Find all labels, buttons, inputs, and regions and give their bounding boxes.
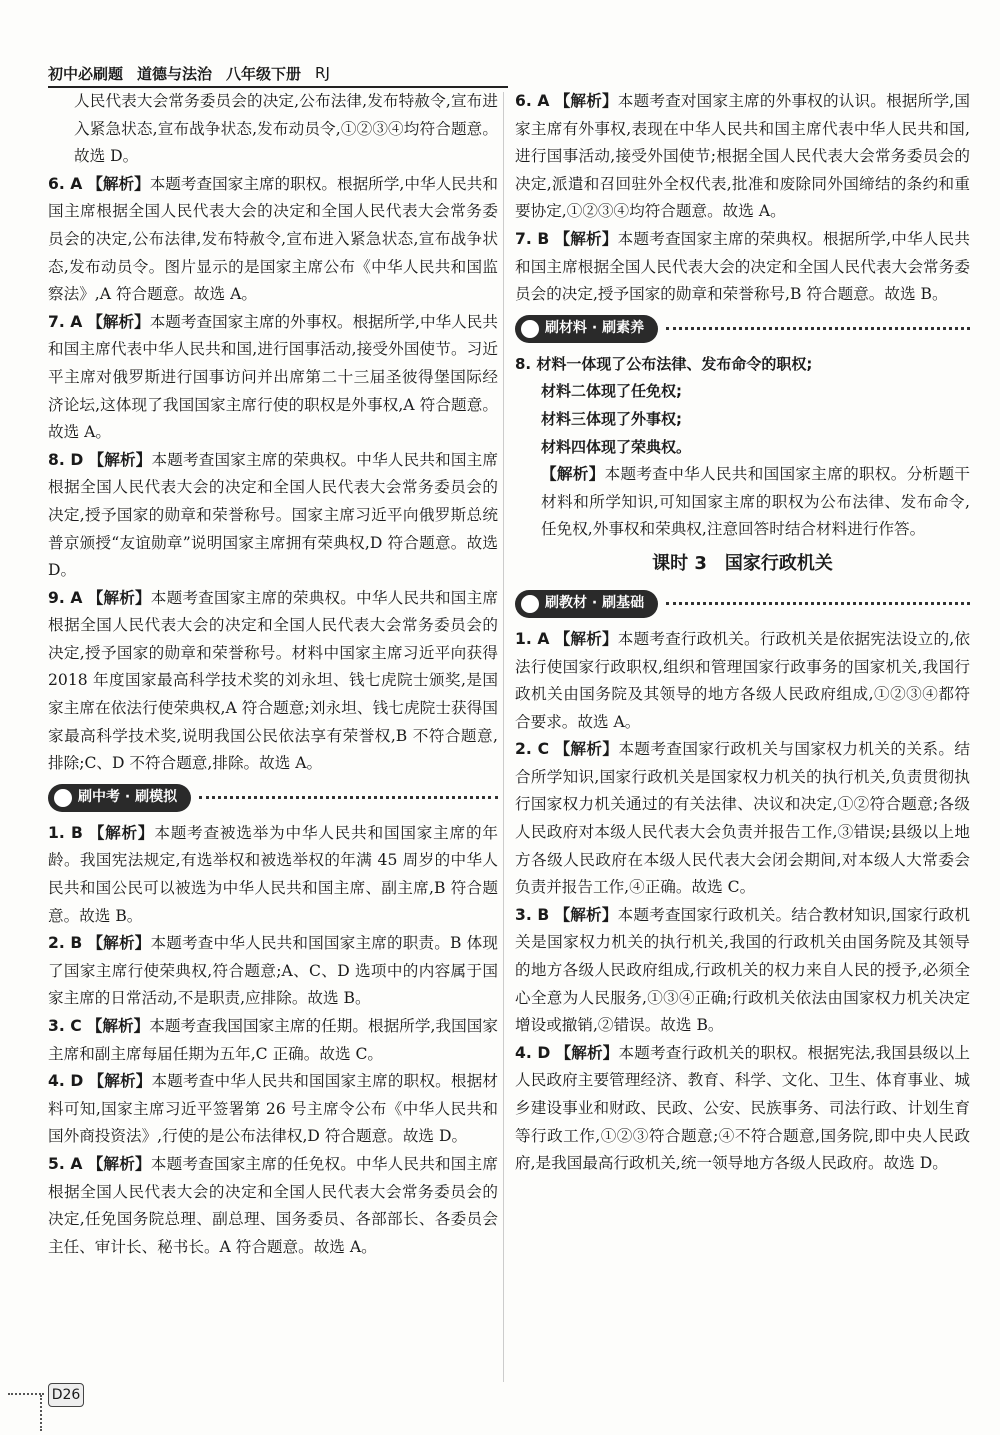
analysis-text: 本题考查行政机关。行政机关是依据宪法设立的,依法行使国家行政职权,组织和管理国家行政事务的国家机关,我国行政机关由国务院及其领导的地方各级人民政府组成,①②③④都符合要求。故选 A。 bbox=[515, 629, 970, 731]
section-banner bbox=[515, 313, 970, 345]
ball-icon bbox=[52, 787, 74, 809]
analysis-label: 【解析】 bbox=[554, 92, 618, 110]
banner-dots bbox=[666, 327, 970, 330]
ball-icon bbox=[519, 593, 541, 615]
answer-list bbox=[48, 171, 498, 778]
answer-item bbox=[48, 309, 498, 447]
right-column bbox=[515, 88, 970, 1178]
answer-item bbox=[48, 1013, 498, 1068]
answer-number: 4. D bbox=[515, 1043, 551, 1062]
analysis-text: 本题考查对国家主席的外事权的认识。根据所学,国家主席有外事权,表现在中华人民共和国主席代表中华人民共和国,进行国事活动,接受外国使节;根据全国人民代表大会常务委员会的决定,派遣和召回驻外全权代表,批准和废除同外国缔结的条约和重要协定,①②③④均符合题意。故选 A。 bbox=[515, 92, 970, 221]
analysis-text: 本题考查中华人民共和国国家主席的职责。B 体现了国家主席行使荣典权,符合题意;A、C、D 选项中的内容属于国家主席的日常活动,不是职责,应排除。故选 B。 bbox=[48, 934, 498, 1008]
banner-pill bbox=[515, 590, 658, 618]
answer-item bbox=[48, 930, 498, 1013]
answer-number: 3. B bbox=[515, 905, 550, 924]
answer-number: 7. A bbox=[48, 312, 83, 331]
answer-item bbox=[48, 1068, 498, 1151]
analysis-text: 本题考查国家主席的任免权。中华人民共和国主席根据全国人民代表大会的决定和全国人民代表大会常务委员会的决定,任免国务院总理、副总理、国务委员、各部部长、各委员会主任、审计长、秘书长。A 符合题意。故选 A。 bbox=[48, 1154, 498, 1256]
analysis-text: 本题考查国家主席的荣典权。中华人民共和国主席根据全国人民代表大会的决定和全国人民代表大会常务委员会的决定,授予国家的勋章和荣誉称号。国家主席习近平向俄罗斯总统普京颁授“友谊勋章”说明国家主席拥有荣典权,D 符合题意。故选 D。 bbox=[48, 450, 498, 580]
answer-item bbox=[515, 902, 970, 1040]
banner-dots bbox=[199, 796, 498, 799]
banner-pill bbox=[515, 315, 658, 343]
answer-number: 8. D bbox=[48, 450, 84, 469]
analysis-label: 【解析】 bbox=[87, 312, 150, 331]
analysis-text: 本题考查我国国家主席的任期。根据所学,我国国家主席和副主席每届任期为五年,C 正确。故选 C。 bbox=[48, 1017, 498, 1063]
section-banner bbox=[515, 588, 970, 620]
answer-item bbox=[515, 1040, 970, 1178]
subject: 道德与法治 bbox=[137, 64, 213, 83]
analysis-text: 本题考查国家主席的外事权。根据所学,中华人民共和国主席代表中华人民共和国,进行国事活动,接受外国使节。习近平主席对俄罗斯进行国事访问并出席第二十三届圣彼得堡国际经济论坛,这体现了我国国家主席行使的职权是外事权,A 符合题意。故选 A。 bbox=[48, 312, 498, 442]
banner-dots bbox=[666, 602, 970, 605]
analysis-label: 【解析】 bbox=[88, 1072, 152, 1091]
analysis-label: 【解析】 bbox=[87, 1154, 151, 1173]
answer-item bbox=[48, 171, 498, 309]
banner-label: 刷中考 · 刷模拟 bbox=[78, 789, 178, 806]
q8-line: 材料二体现了任免权; bbox=[541, 382, 682, 401]
answer-list bbox=[515, 88, 970, 309]
question-8 bbox=[515, 351, 970, 544]
answer-number: 5. A bbox=[48, 1154, 83, 1173]
continued-answer: 人民代表大会常务委员会的决定,公布法律,发布特赦令,宣布进入紧急状态,宣布战争状态,发布动员令,①②③④均符合题意。故选 D。 bbox=[74, 92, 498, 166]
page-corner-dots bbox=[8, 1393, 44, 1395]
answer-item bbox=[48, 1151, 498, 1261]
answer-number: 9. A bbox=[48, 588, 83, 607]
analysis-label: 【解析】 bbox=[88, 450, 152, 469]
analysis-text: 本题考查国家主席的职权。根据所学,中华人民共和国主席根据全国人民代表大会的决定和全国人民代表大会常务委员会的决定,公布法律,发布特赦令,宣布进入紧急状态,宣布战争状态,发布动员令。图片显示的是国家主席公布《中华人民共和国监察法》,A 符合题意。故选 A。 bbox=[48, 174, 498, 304]
analysis-label: 【解析】 bbox=[87, 174, 150, 193]
banner-label: 刷材料 · 刷素养 bbox=[545, 319, 645, 336]
q8-line: 材料四体现了荣典权。 bbox=[541, 437, 692, 456]
analysis-text: 本题考查国家主席的荣典权。中华人民共和国主席根据全国人民代表大会的决定和全国人民代表大会常务委员会的决定,授予国家的勋章和荣誉称号。材料中国家主席习近平向获得 2018 年度国家最高科学技术奖的刘永坦、钱七虎院士颁奖,是国家主席在依法行使荣典权,A 符合题意;刘永坦、钱七虎院士获得国家最高科学技术奖,说明我国公民依法享有荣誉权,B 不符合题意,排除;C、D 不符合题意,排除。故选 A。 bbox=[48, 588, 498, 773]
grade: 八年级下册 bbox=[226, 64, 302, 83]
answer-item bbox=[48, 585, 498, 778]
analysis-label: 【解析】 bbox=[554, 740, 619, 759]
section-title: 课时 3 国家行政机关 bbox=[652, 552, 833, 574]
analysis-label: 【解析】 bbox=[554, 905, 618, 924]
page-header bbox=[48, 60, 508, 86]
answer-item bbox=[515, 226, 970, 309]
q8-line: 材料三体现了外事权; bbox=[541, 409, 682, 428]
answer-number: 6. A bbox=[48, 174, 83, 193]
q8-analysis: 【解析】本题考查中华人民共和国国家主席的职权。分析题干材料和所学知识,可知国家主席的职权为公布法律、发布命令,任免权,外事权和荣典权,注意回答时结合材料进行作答。 bbox=[541, 465, 970, 539]
ball-icon bbox=[519, 318, 541, 340]
answer-number: 7. B bbox=[515, 229, 550, 248]
analysis-text: 本题考查国家行政机关。结合教材知识,国家行政机关是国家权力机关的执行机关,我国的行政机关由国务院及其领导的地方各级人民政府组成,行政机关的权力来自人民的授予,必须全心全意为人民服务,①③④正确;行政机关依法由国家权力机关决定增设或撤销,②错误。故选 B。 bbox=[515, 905, 970, 1035]
banner-label: 刷教材 · 刷基础 bbox=[545, 595, 645, 612]
answer-item bbox=[48, 820, 498, 930]
answer-number: 6. A bbox=[515, 92, 550, 110]
page-number: D26 bbox=[48, 1383, 84, 1407]
section-banner bbox=[48, 782, 498, 814]
answer-number: 1. A bbox=[515, 629, 550, 648]
answer-number: 1. B bbox=[48, 823, 83, 842]
analysis-label: 【解析】 bbox=[554, 229, 618, 248]
analysis-text: 本题考查国家主席的荣典权。根据所学,中华人民共和国主席根据全国人民代表大会的决定和全国人民代表大会常务委员会的决定,授予国家的勋章和荣誉称号,B 符合题意。故选 B。 bbox=[515, 229, 970, 304]
answer-number: 2. B bbox=[48, 934, 83, 953]
column-divider bbox=[503, 92, 504, 1382]
analysis-label: 【解析】 bbox=[88, 823, 155, 842]
analysis-label: 【解析】 bbox=[87, 588, 151, 607]
answer-number: 2. C bbox=[515, 740, 550, 759]
analysis-label: 【解析】 bbox=[86, 1017, 150, 1035]
answer-number: 3. C bbox=[48, 1017, 82, 1035]
banner-pill bbox=[48, 784, 191, 812]
analysis-text: 本题考查被选举为中华人民共和国国家主席的年龄。我国宪法规定,有选举权和被选举权的年满 45 周岁的中华人民共和国公民可以被选为中华人民共和国主席、副主席,B 符合题意。故选 B。 bbox=[48, 823, 498, 925]
answer-list bbox=[515, 626, 970, 1178]
answer-item bbox=[515, 736, 970, 902]
analysis-label: 【解析】 bbox=[555, 1043, 619, 1062]
analysis-text: 本题考查行政机关的职权。根据宪法,我国县级以上人民政府主要管理经济、教育、科学、文化、卫生、体育事业、城乡建设事业和财政、民政、公安、民族事务、司法行政、计划生育等行政工作,①②③符合题意;④不符合题意,国务院,即中央人民政府,是我国最高行政机关,统一领导地方各级人民政府。故选 D。 bbox=[515, 1043, 970, 1173]
analysis-label: 【解析】 bbox=[554, 629, 618, 648]
edition: RJ bbox=[315, 64, 330, 82]
answer-list bbox=[48, 820, 498, 1262]
answer-item bbox=[515, 626, 970, 736]
page-corner-dots bbox=[40, 1395, 42, 1431]
answer-item bbox=[48, 447, 498, 585]
q8-line: 8. 材料一体现了公布法律、发布命令的职权; bbox=[515, 354, 813, 373]
book-title: 初中必刷题 bbox=[48, 64, 124, 83]
analysis-text: 本题考查国家行政机关与国家权力机关的关系。结合所学知识,国家行政机关是国家权力机关的执行机关,负责贯彻执行国家权力机关通过的有关法律、决议和决定,①②符合题意;各级人民政府对本级人民代表大会负责并报告工作,③错误;县级以上地方各级人民政府在本级人民代表大会闭会期间,对本级人大常委会负责并报告工作,④正确。故选 C。 bbox=[515, 740, 970, 897]
analysis-label: 【解析】 bbox=[87, 934, 151, 953]
answer-item bbox=[515, 88, 970, 226]
answer-number: 4. D bbox=[48, 1072, 84, 1091]
analysis-text: 本题考查中华人民共和国国家主席的职权。根据材料可知,国家主席习近平签署第 26 号主席令公布《中华人民共和国外商投资法》,行使的是公布法律权,D 符合题意。故选 D。 bbox=[48, 1072, 498, 1146]
left-column bbox=[48, 88, 498, 1261]
